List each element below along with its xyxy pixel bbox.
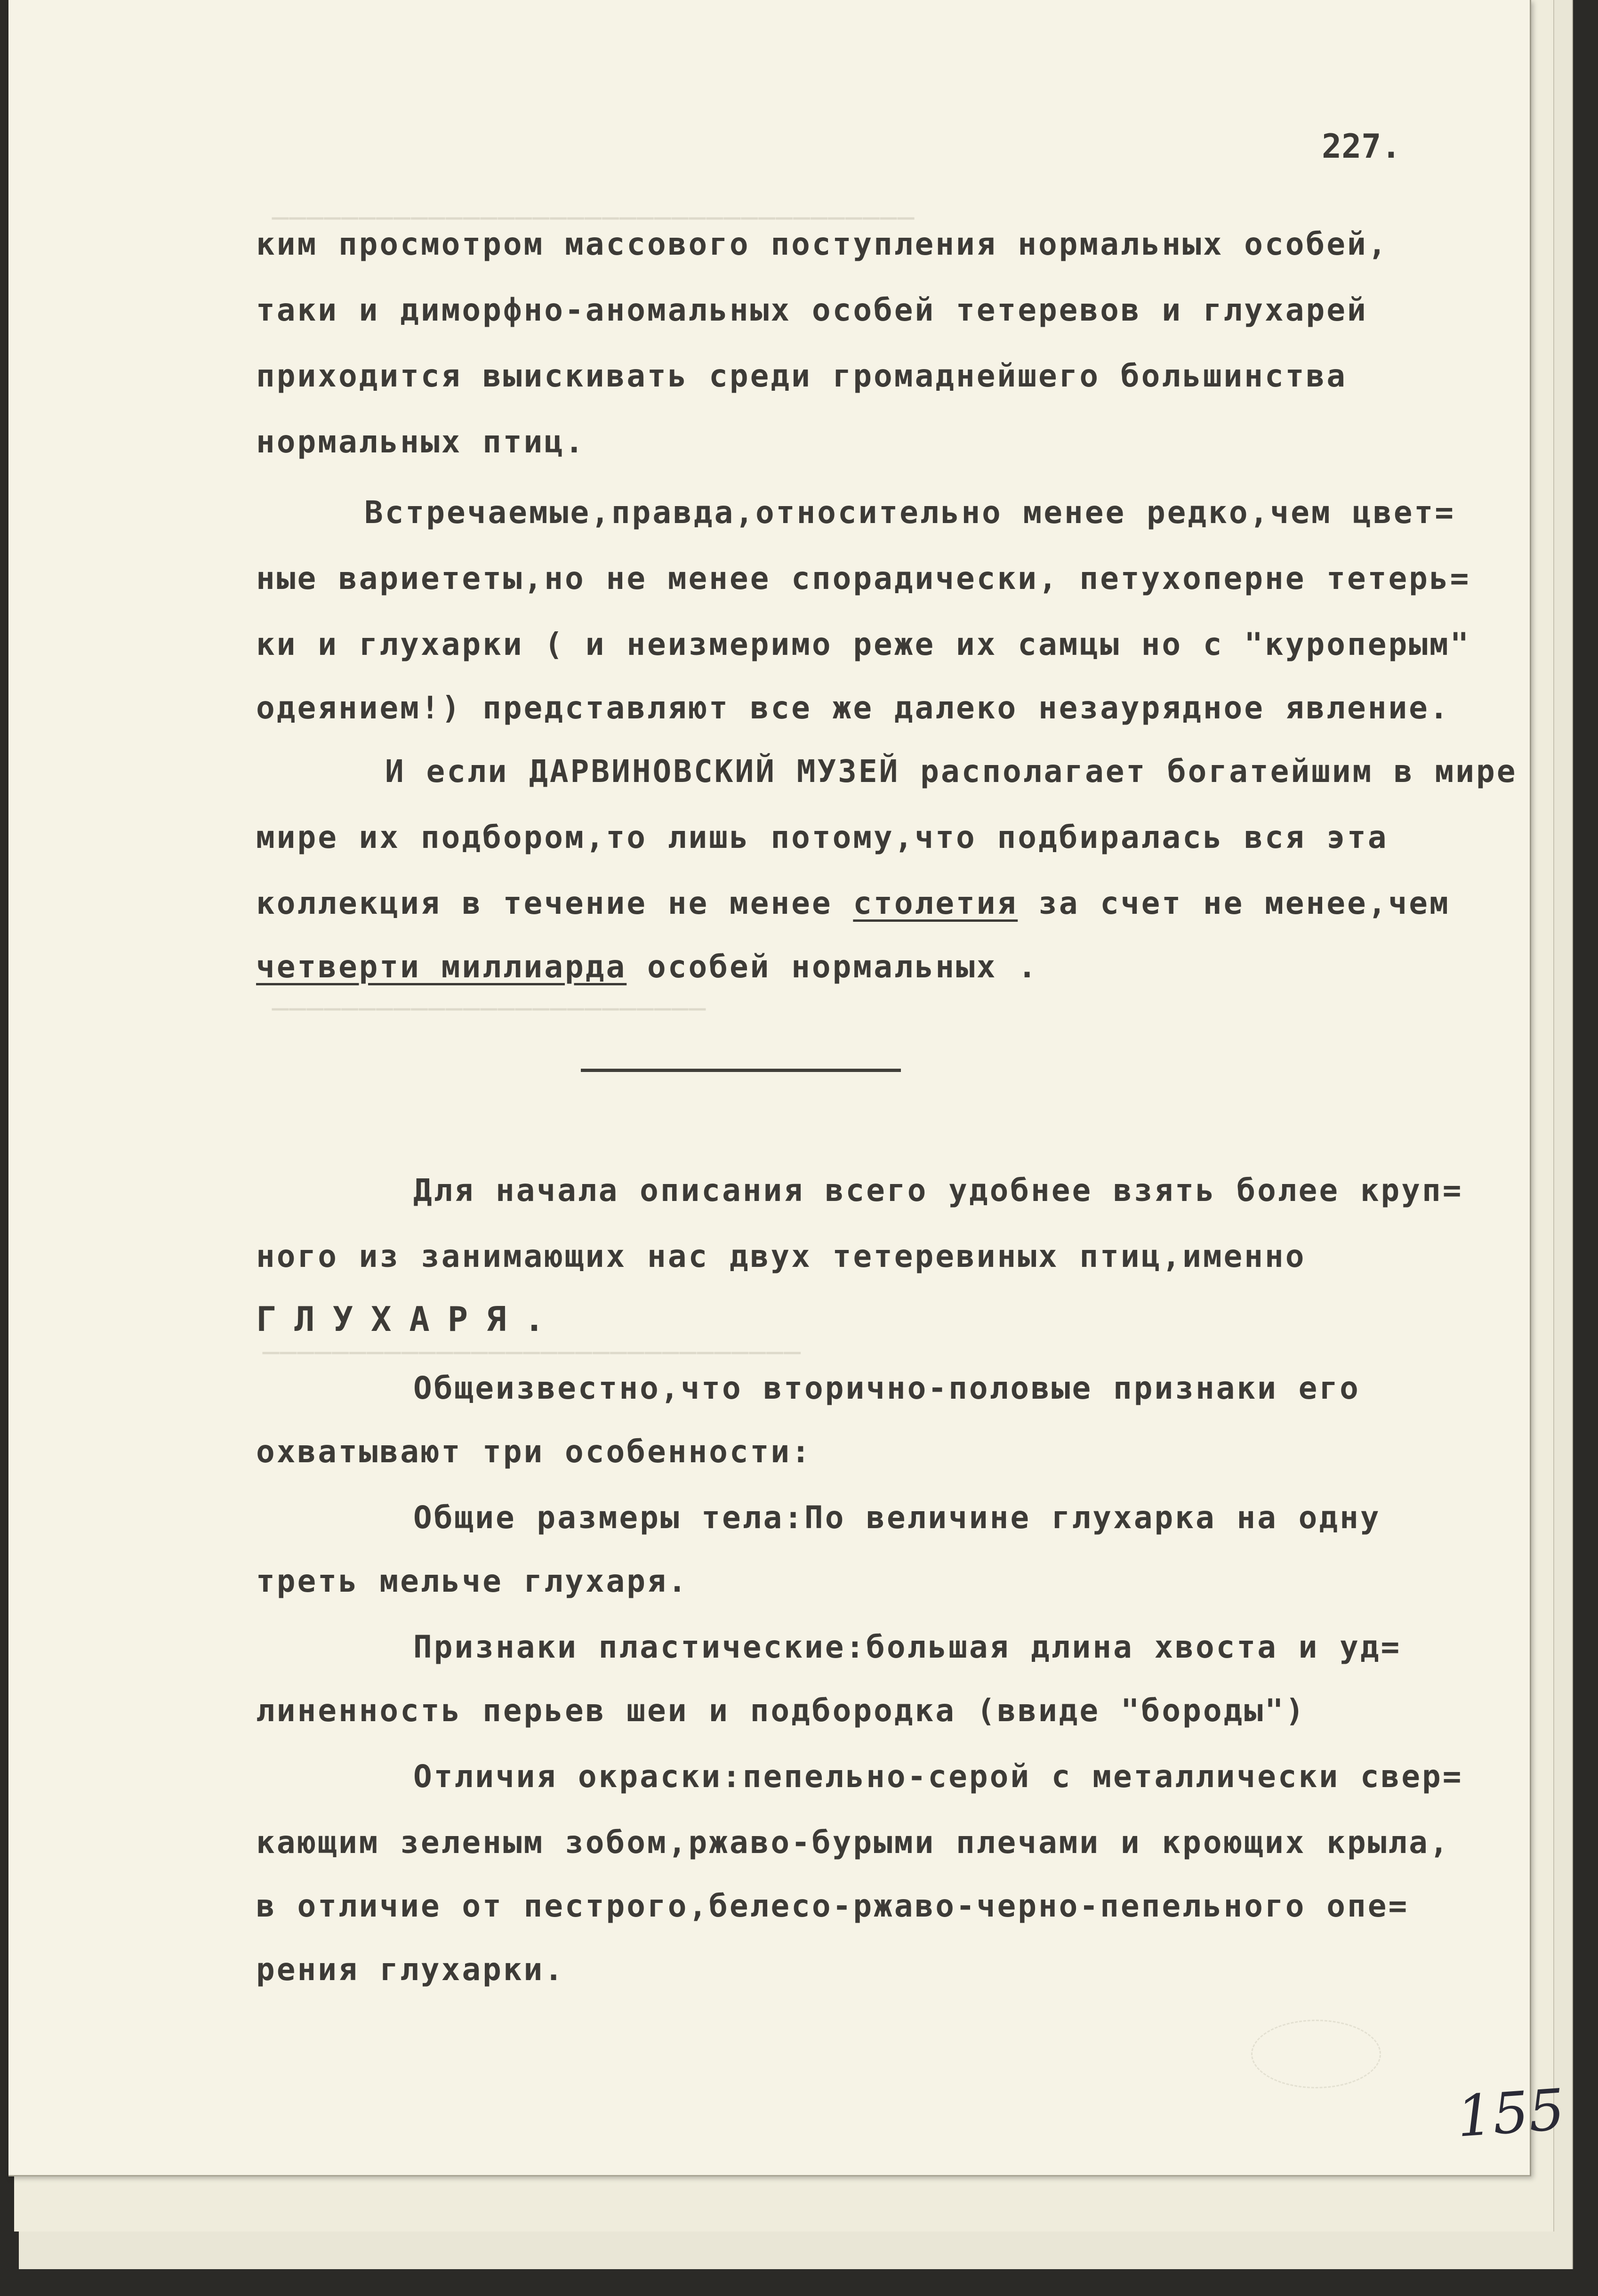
text-line: мире их подбором,то лишь потому,что подбиралась вся эта [256,819,1389,855]
handwritten-archive-number: 155 [1454,2077,1567,2150]
text-fragment: за счет не менее,чем [1038,885,1450,921]
text-line [256,885,1450,921]
page-number: 227. [1322,127,1401,166]
bleed-through: ───────────────────────── [272,993,707,1025]
text-line: одеянием!) представляют все же далеко незаурядное явление. [256,690,1450,726]
text-line: ного из занимающих нас двух тетеревиных птиц,именно [256,1238,1306,1274]
text-line: в отличие от пестрого,белесо-ржаво-черно-пепельного опе= [256,1888,1409,1924]
text-line: приходится выискивать среди громаднейшего большинства [256,358,1347,394]
text-line: нормальных птиц. [256,424,586,460]
text-line: таки и диморфно-аномальных особей тетеревов и глухарей [256,292,1368,328]
text-line: Общеизвестно,что вторично-половые признаки его [413,1370,1360,1406]
text-line: ки и глухарки ( и неизмеримо реже их самцы но с "куроперым" [256,626,1471,662]
underlined-word: столетия [853,885,1018,921]
text-line: кающим зеленым зобом,ржаво-бурыми плечами и кроющих крыла, [256,1824,1450,1861]
text-line: Встречаемые,правда,относительно менее редко,чем цвет= [364,494,1455,531]
text-line: Общие размеры тела:По величине глухарка на одну [413,1499,1381,1536]
text-line: Отличия окраски:пепельно-серой с металлически свер= [413,1758,1463,1795]
section-heading: ГЛУХАРЯ. [256,1299,562,1339]
faint-stamp [1251,2020,1381,2088]
text-line: Признаки пластические:большая длина хвоста и уд= [413,1629,1402,1665]
text-line: охватывают три особенности: [256,1434,812,1470]
text-line [256,949,1038,985]
typed-page [8,0,1531,2176]
text-line: Для начала описания всего удобнее взять более круп= [413,1172,1463,1208]
underlined-phrase: четверти миллиарда [256,949,627,985]
text-line: рения глухарки. [256,1951,565,1988]
text-line: линенность перьев шеи и подбородка (ввиде "бороды") [256,1692,1306,1729]
text-fragment: особей нормальных . [647,949,1038,985]
bleed-through: ─────────────────────────────── [263,1337,802,1369]
text-line: треть мельче глухаря. [256,1563,689,1599]
section-divider [581,1069,901,1072]
text-line: ким просмотром массового поступления нормальных особей, [256,226,1389,262]
text-line: И если ДАРВИНОВСКИЙ МУЗЕЙ располагает богатейшим в мире [385,753,1518,790]
text-fragment: коллекция в течение не менее [256,885,833,921]
bleed-through: ───────────────────────────────────── [272,202,915,234]
text-line: ные вариететы,но не менее спорадически, петухоперне тетерь= [256,560,1471,596]
